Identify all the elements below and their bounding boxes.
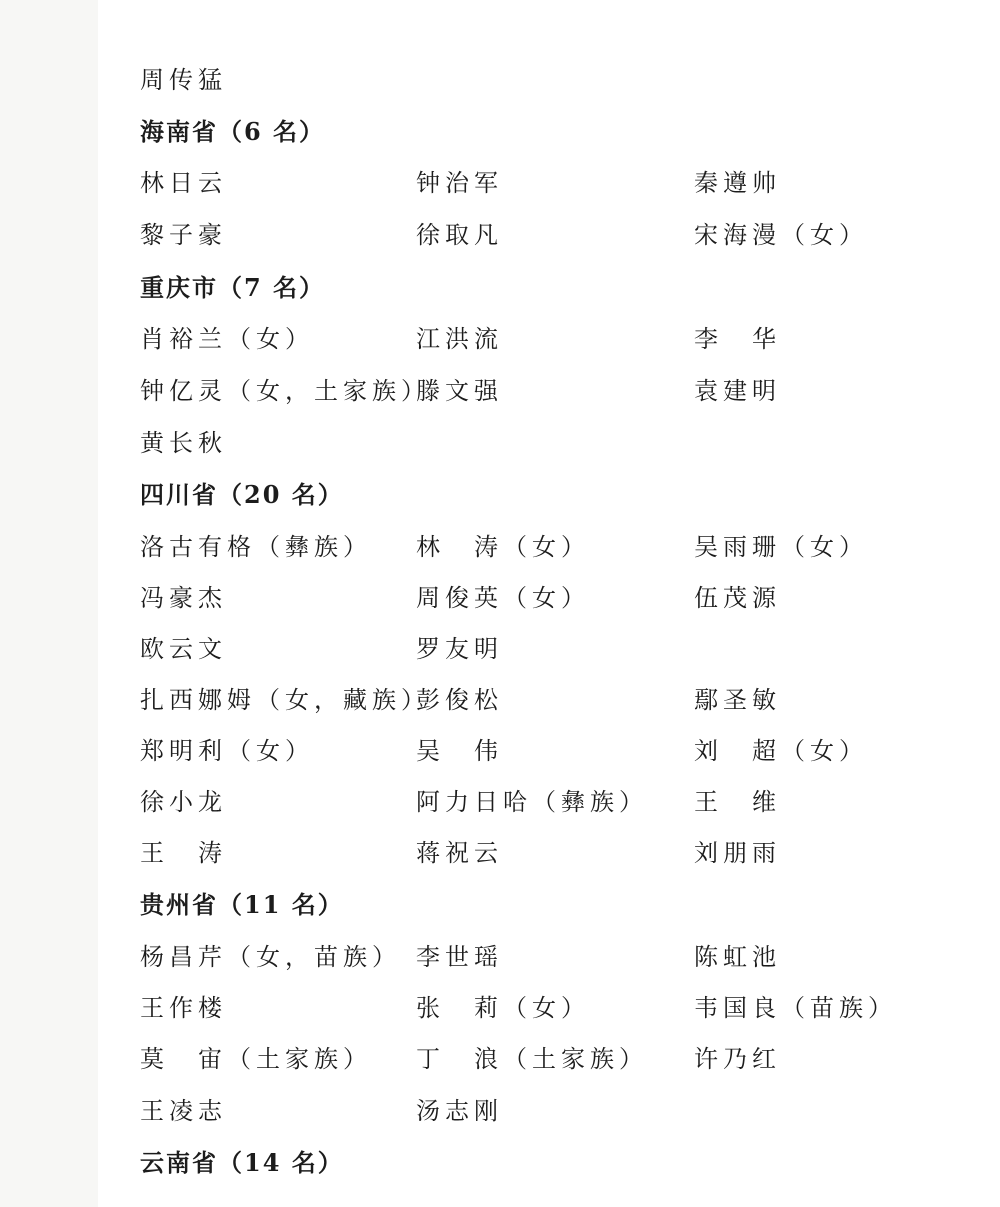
list-row [140, 1036, 960, 1076]
list-row [140, 420, 960, 460]
name-cell: 王凌志 [140, 1096, 227, 1125]
name-cell: 林日云 [140, 168, 227, 197]
name-cell: 秦遵帅 [694, 168, 781, 197]
name-cell: 张 莉（女） [416, 993, 590, 1022]
name-cell: 刘朋雨 [694, 838, 781, 867]
list-row [140, 677, 960, 717]
name-cell: 扎西娜姆（女，藏族） [140, 685, 430, 714]
name-cell: 吴 伟 [416, 736, 503, 765]
name-cell: 汤志刚 [416, 1096, 503, 1125]
section-heading-sichuan: 四川省（20 名） [140, 479, 344, 509]
list-row [140, 316, 960, 356]
section-heading-chongqing: 重庆市（7 名） [140, 272, 326, 302]
name-cell: 王 涛 [140, 838, 227, 867]
list-row [140, 934, 960, 974]
list-row [140, 160, 960, 200]
name-cell: 钟亿灵（女，土家族） [140, 376, 430, 405]
list-row [140, 830, 960, 870]
name-cell: 林 涛（女） [416, 532, 590, 561]
name-cell: 黎子豪 [140, 220, 227, 249]
section-heading-guizhou: 贵州省（11 名） [140, 889, 344, 919]
name-cell: 滕文强 [416, 376, 503, 405]
name-cell: 周俊英（女） [416, 583, 590, 612]
name-cell: 鄢圣敏 [694, 685, 781, 714]
list-row [140, 575, 960, 615]
name-cell: 丁 浪（土家族） [416, 1044, 648, 1073]
list-row [140, 985, 960, 1025]
name-cell: 李世瑶 [416, 942, 503, 971]
list-row [140, 626, 960, 666]
section-heading-yunnan: 云南省（14 名） [140, 1147, 344, 1177]
list-row [140, 368, 960, 408]
name-cell: 王作楼 [140, 993, 227, 1022]
name-cell: 韦国良（苗族） [694, 993, 897, 1022]
name-cell: 刘 超（女） [694, 736, 868, 765]
name-cell: 钟治军 [416, 168, 503, 197]
list-row [140, 1088, 960, 1128]
name-cell: 陈虹池 [694, 942, 781, 971]
list-row [140, 779, 960, 819]
list-row [140, 524, 960, 564]
name-cell: 袁建明 [694, 376, 781, 405]
list-row [140, 212, 960, 252]
name-cell: 伍茂源 [694, 583, 781, 612]
name-cell: 黄长秋 [140, 428, 227, 457]
name-cell: 欧云文 [140, 634, 227, 663]
name-cell: 阿力日哈（彝族） [416, 787, 648, 816]
name-cell: 肖裕兰（女） [140, 324, 314, 353]
name-cell: 蒋祝云 [416, 838, 503, 867]
name-cell: 许乃红 [694, 1044, 781, 1073]
name-cell: 洛古有格（彝族） [140, 532, 372, 561]
name-cell: 李 华 [694, 324, 781, 353]
name-cell: 郑明利（女） [140, 736, 314, 765]
name-cell: 周传猛 [140, 65, 227, 94]
name-cell: 徐小龙 [140, 787, 227, 816]
list-row [140, 57, 960, 97]
name-cell: 王 维 [694, 787, 781, 816]
name-cell: 彭俊松 [416, 685, 503, 714]
name-cell: 莫 宙（土家族） [140, 1044, 372, 1073]
name-cell: 吴雨珊（女） [694, 532, 868, 561]
list-row [140, 728, 960, 768]
name-cell: 宋海漫（女） [694, 220, 868, 249]
name-cell: 徐取凡 [416, 220, 503, 249]
name-cell: 江洪流 [416, 324, 503, 353]
name-cell: 冯豪杰 [140, 583, 227, 612]
name-cell: 罗友明 [416, 634, 503, 663]
name-cell: 杨昌芹（女，苗族） [140, 942, 401, 971]
section-heading-hainan: 海南省（6 名） [140, 116, 326, 146]
